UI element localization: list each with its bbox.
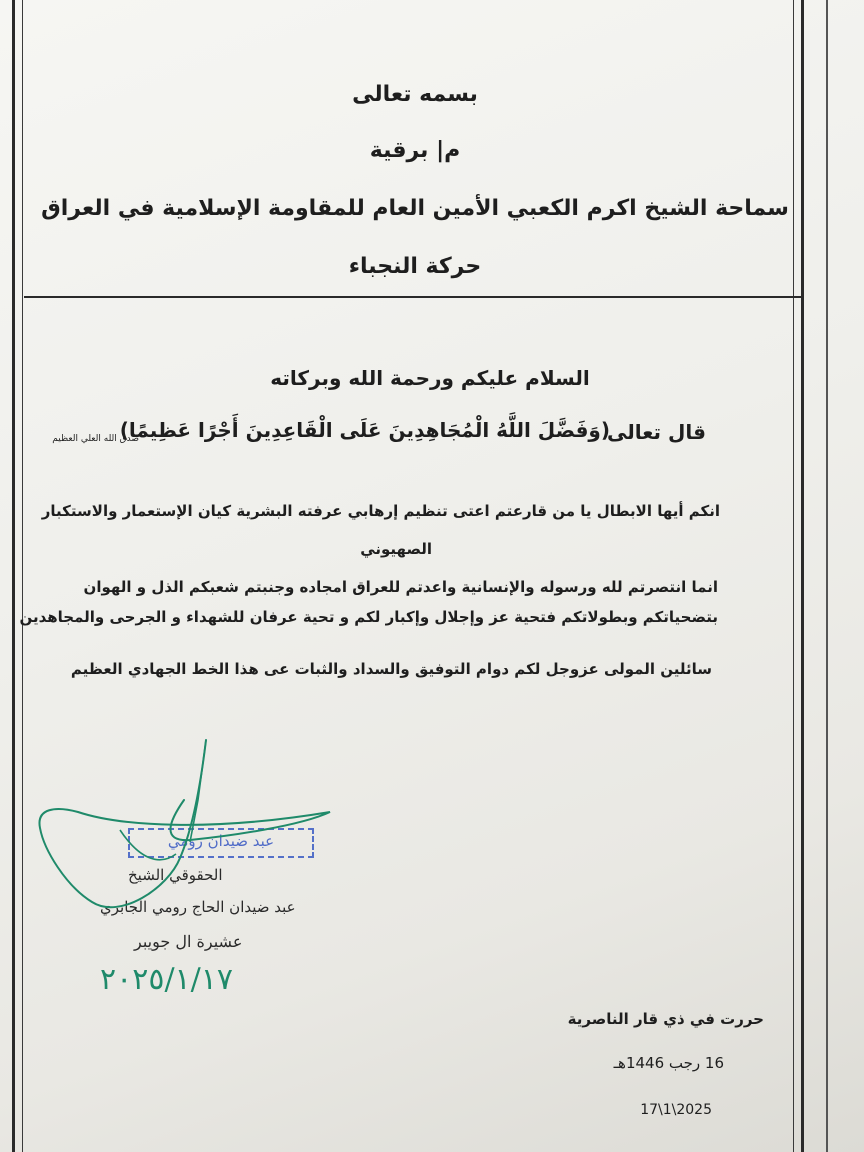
quranic-verse: (وَفَضَّلَ اللَّهُ الْمُجَاهِدِينَ عَلَى الْقَاعِدِينَ أَجْرًا عَظِيمًا)	[119, 418, 610, 442]
paragraph-2-line-1: انما انتصرتم لله ورسوله والإنسانية واعدتم للعراق امجاده وجنبتم شعبكم الذل و الهوان	[83, 578, 718, 596]
verse-attribution: صدق الله العلي العظيم	[52, 434, 139, 444]
movement-name: حركة النجباء	[348, 254, 482, 279]
signature-stamp: عبد ضيدان رومي	[128, 828, 314, 858]
reference-label: م| برقية	[369, 138, 461, 163]
signatory-tribe: عشيرة ال جويبر	[134, 932, 243, 951]
recipient-title: سماحة الشيخ اكرم الكعبي الأمين العام للمقاومة الإسلامية في العراق	[41, 196, 789, 221]
gregorian-date: 17\1\2025	[640, 1102, 712, 1118]
signatory-title: الحقوقي الشيخ	[128, 866, 223, 884]
paragraph-1-line-2: الصهيوني	[360, 540, 432, 558]
paragraph-1-line-1: انكم أيها الابطال يا من قارعتم اعتى تنظيم إرهابي عرفته البشرية كيان الإستعمار والاستكبار	[41, 502, 720, 520]
handwritten-date: ٢٠٢٥/١/١٧	[100, 962, 234, 997]
signatory-name: عبد ضيدان الحاج رومي الجابري	[100, 898, 296, 916]
hijri-date: 16 رجب 1446هـ	[613, 1054, 724, 1072]
header-divider	[24, 296, 804, 298]
paragraph-2-line-2: بتضحياتكم وبطولاتكم فتحية عز وإجلال وإكبار لكم و تحية عرفان للشهداء و الجرحى والمجاهدين	[19, 608, 718, 626]
greeting: السلام عليكم ورحمة الله وبركاته	[270, 366, 590, 390]
closing-line: سائلين المولى عزوجل لكم دوام التوفيق والسداد والثبات عى هذا الخط الجهادي العظيم	[70, 660, 712, 678]
verse-intro: قال تعالى	[607, 420, 706, 444]
place-of-issue: حررت في ذي قار الناصرية	[567, 1010, 764, 1028]
basmala: بسمه تعالى	[352, 82, 478, 107]
page-border-right-extra	[826, 0, 828, 1152]
